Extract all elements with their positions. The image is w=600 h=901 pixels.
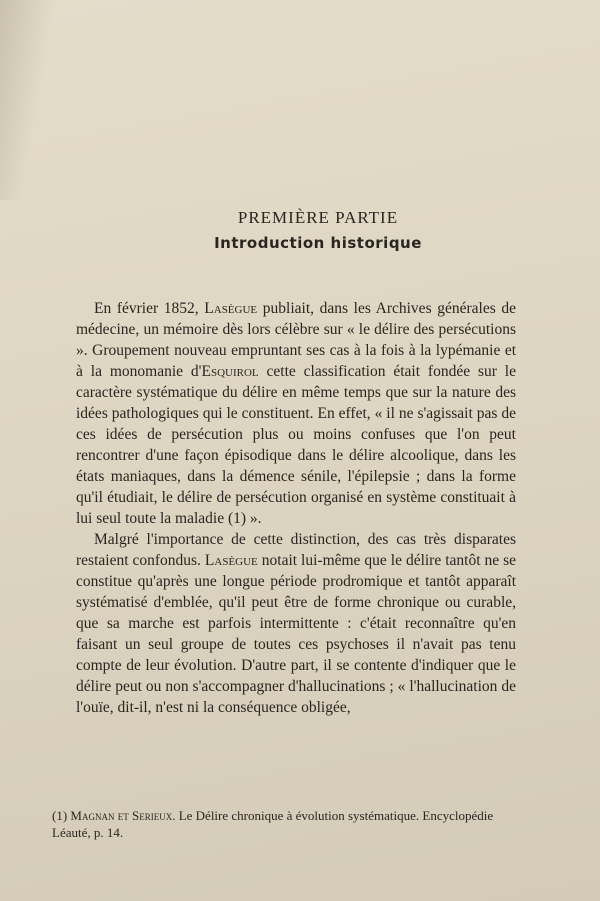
part-title: PREMIÈRE PARTIE: [237, 208, 399, 227]
page-crease: [0, 0, 60, 200]
paragraph-1: [76, 298, 516, 529]
chapter-heading: [0, 208, 600, 252]
chapter-subtitle: Introduction historique: [214, 234, 422, 252]
footnote-marker: (1): [52, 808, 71, 823]
author-name: Esquirol: [201, 363, 259, 380]
text-run: Malgré l'importance de cette distinction, des cas très disparates restaient confondus.: [76, 531, 516, 569]
text-run: En février 1852,: [94, 300, 205, 317]
text-run: cette classification était fondée sur le caractère systématique du délire en même temps que sur la nature des idées pathologiques qui le constituent. En effet, « il ne s'agissait pas de ces idées de persécution plus ou moins confuses que l'on peut rencontrer d'une façon épisodique dans le délire alcoolique, dans les états maniaques, dans la démence sénile, l'épilepsie ; dans la forme qu'il étudiait, le délire de persécution organisé en système constituait à lui seul toute la maladie (1) ».: [76, 363, 516, 527]
paragraph-2: [76, 529, 516, 718]
body-text: [76, 298, 516, 718]
text-run: publiait, dans les Archives générales de médecine, un mémoire dès lors célèbre sur « le délire des persécutions ». Groupement nouveau empruntant ses cas à la fois à la lypémanie et à la monomanie d': [76, 300, 516, 380]
author-name: Lasègue: [204, 552, 258, 569]
footnote-text: . Le Délire chronique à évolution systématique. Encyclopédie Léauté, p. 14.: [52, 808, 494, 840]
footnote: [52, 807, 532, 841]
text-run: notait lui-même que le délire tantôt ne se constitue qu'après une longue période prodromique et tantôt apparaît systématisé d'emblée, qu'il peut être de forme chronique ou curable, que sa marche est parfois intermittente : c'était reconnaître qu'en faisant un seul groupe de toutes ces psychoses il n'avait pas tenu compte de leur évolution. D'autre part, il se contente d'indiquer que le délire peut ou non s'accompagner d'hallucinations ; « l'hallucination de l'ouïe, dit-il, n'est ni la conséquence obligée,: [76, 552, 517, 716]
footnote-authors: Magnan et Serieux: [70, 808, 173, 823]
author-name: Lasègue: [204, 300, 258, 317]
